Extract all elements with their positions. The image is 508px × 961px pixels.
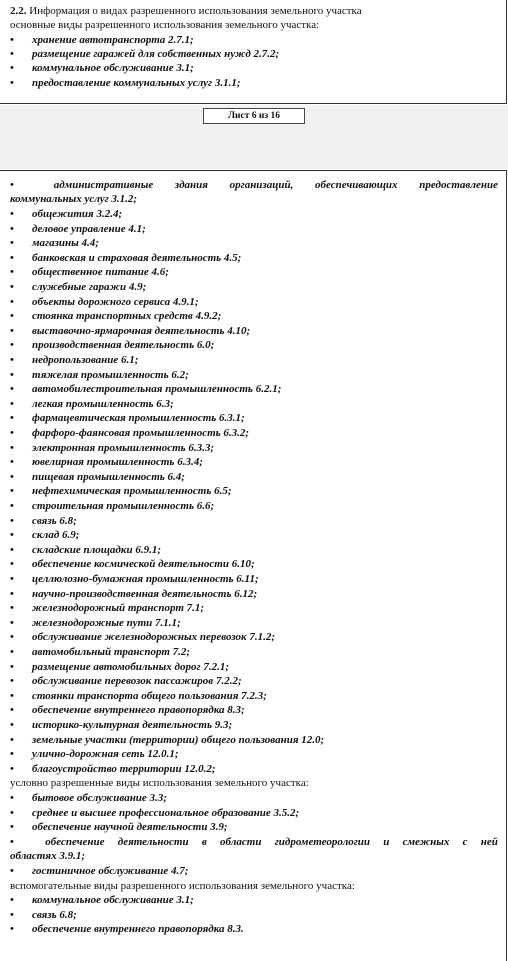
bullet: • bbox=[10, 324, 14, 337]
list-item bbox=[10, 368, 189, 382]
bullet: • bbox=[10, 762, 14, 775]
list-item bbox=[10, 747, 179, 761]
list-item-text: размещение автомобильных дорог 7.2.1; bbox=[32, 660, 229, 673]
list-item bbox=[10, 543, 161, 557]
list-item bbox=[10, 528, 79, 542]
bullet: • bbox=[10, 529, 14, 542]
list-item bbox=[10, 324, 250, 338]
word: здания bbox=[174, 179, 208, 191]
list-item bbox=[10, 718, 232, 732]
list-item bbox=[10, 514, 77, 528]
bullet: • bbox=[10, 339, 14, 352]
list-item-text: бытовое обслуживание 3.3; bbox=[32, 792, 167, 804]
list-item bbox=[10, 207, 122, 221]
bullet: • bbox=[10, 441, 14, 454]
bullet: • bbox=[10, 543, 14, 556]
bullet: • bbox=[10, 908, 14, 921]
list-item bbox=[10, 572, 259, 586]
list-item-text: пищевая промышленность 6.4; bbox=[32, 470, 185, 483]
word: с bbox=[462, 835, 468, 848]
list-item bbox=[10, 645, 190, 659]
page-bottom bbox=[0, 170, 507, 961]
list-item-text: коммунальное обслуживание 3.1; bbox=[32, 894, 194, 907]
bullet: • bbox=[10, 587, 14, 600]
list-item-text: магазины 4.4; bbox=[32, 237, 99, 250]
list-item bbox=[10, 382, 281, 396]
list-item bbox=[10, 630, 275, 644]
bullet: • bbox=[10, 295, 14, 308]
bullet: • bbox=[10, 179, 14, 191]
list-item bbox=[10, 353, 138, 367]
word: и bbox=[383, 835, 390, 848]
list-item bbox=[10, 806, 299, 820]
bullet: • bbox=[10, 792, 14, 804]
list-item-text: историко-культурная деятельность 9.3; bbox=[32, 719, 233, 731]
bullet: • bbox=[10, 660, 14, 673]
list-item-text: банковская и страховая деятельность 4.5; bbox=[32, 251, 242, 264]
list-item bbox=[10, 703, 245, 717]
bullet: • bbox=[10, 500, 14, 512]
list-item-text: выставочно-ярмарочная деятельность 4.10; bbox=[32, 324, 251, 337]
list-item-text: стоянка транспортных средств 4.9.2; bbox=[32, 310, 222, 323]
list-item bbox=[10, 616, 181, 630]
bullet: • bbox=[10, 354, 14, 366]
list-item-continuation: областях 3.9.1; bbox=[10, 850, 86, 863]
section-heading bbox=[10, 4, 362, 18]
list-item bbox=[10, 893, 194, 907]
list-item bbox=[10, 922, 244, 936]
word: административные bbox=[53, 179, 154, 191]
bullet: • bbox=[10, 456, 14, 469]
list-item-text: автомобильный транспорт 7.2; bbox=[32, 646, 191, 658]
list-item bbox=[10, 762, 216, 776]
list-item-text: строительная промышленность 6.6; bbox=[32, 500, 215, 512]
main-uses-heading: основные виды разрешенного использования земельного участка: bbox=[10, 19, 320, 31]
list-item bbox=[10, 791, 167, 805]
list-item bbox=[10, 601, 204, 615]
list-item bbox=[10, 222, 146, 236]
page-top bbox=[0, 0, 507, 104]
list-item-text: деловое управление 4.1; bbox=[32, 222, 146, 235]
bullet: • bbox=[10, 485, 14, 498]
list-item-text: фарфоро-фаянсовая промышленность 6.3.2; bbox=[32, 427, 250, 439]
justified-row bbox=[10, 178, 498, 192]
list-item bbox=[10, 835, 498, 849]
bullet: • bbox=[10, 835, 14, 848]
list-item-text: среднее и высшее профессиональное образование 3.5.2; bbox=[32, 806, 300, 819]
word: деятельности bbox=[117, 835, 189, 848]
list-item-text: обеспечение внутреннего правопорядка 8.3. bbox=[32, 923, 244, 936]
list-item bbox=[10, 908, 77, 922]
list-item-text: общественное питание 4.6; bbox=[32, 266, 169, 279]
list-item-text: обеспечение внутреннего правопорядка 8.3; bbox=[32, 704, 245, 717]
bullet: • bbox=[10, 266, 14, 279]
list-item bbox=[10, 178, 498, 192]
list-item bbox=[10, 236, 99, 250]
list-item bbox=[10, 733, 324, 747]
bullet: • bbox=[10, 310, 14, 323]
word: предоставление bbox=[419, 179, 498, 191]
bullet: • bbox=[10, 470, 14, 483]
list-item-text: автомобилестроительная промышленность 6.2.1; bbox=[32, 383, 282, 396]
list-item bbox=[10, 587, 257, 601]
list-item: • хранение автотранспорта 2.7.1; bbox=[10, 34, 194, 46]
sheet-number-label: Лист 6 из 16 bbox=[203, 108, 305, 124]
list-item bbox=[10, 295, 199, 309]
list-item-text: целлюлозно-бумажная промышленность 6.11; bbox=[32, 573, 259, 585]
word: гидрометеорологии bbox=[274, 835, 371, 848]
list-item bbox=[10, 820, 228, 834]
list-item-text: склад 6.9; bbox=[32, 529, 80, 542]
list-item-text: общежития 3.2.4; bbox=[32, 208, 123, 220]
list-item-text: объекты дорожного сервиса 4.9.1; bbox=[32, 295, 199, 308]
list-item bbox=[10, 309, 221, 323]
list-item-text: обеспечение научной деятельности 3.9; bbox=[32, 821, 228, 834]
list-item-continuation: коммунальных услуг 3.1.2; bbox=[10, 193, 138, 205]
bullet: • bbox=[10, 514, 14, 527]
word: обеспечивающих bbox=[315, 179, 398, 191]
list-item-text: благоустройство территории 12.0.2; bbox=[32, 762, 216, 775]
list-item bbox=[10, 674, 242, 688]
list-item: • предоставление коммунальных услуг 3.1.1; bbox=[10, 77, 241, 89]
list-item bbox=[10, 689, 267, 703]
list-item bbox=[10, 280, 146, 294]
list-item-text: связь 6.8; bbox=[32, 908, 77, 921]
list-item-text: железнодорожные пути 7.1.1; bbox=[32, 616, 181, 629]
bullet: • bbox=[10, 368, 14, 381]
list-item-text: стоянки транспорта общего пользования 7.2.3; bbox=[32, 689, 267, 702]
list-item bbox=[10, 455, 203, 469]
bullet: • bbox=[10, 675, 14, 688]
list-item bbox=[10, 251, 241, 265]
bullet: • bbox=[10, 894, 14, 907]
bullet: • bbox=[10, 616, 14, 629]
list-item: • размещение гаражей для собственных нужд 2.7.2; bbox=[10, 48, 280, 60]
bullet: • bbox=[10, 558, 14, 571]
bullet: • bbox=[10, 631, 14, 644]
bullet: • bbox=[10, 602, 14, 615]
list-item: • гостиничное обслуживание 4.7; bbox=[10, 865, 189, 877]
bullet: • bbox=[10, 748, 14, 761]
list-item-text: легкая промышленность 6.3; bbox=[32, 397, 174, 410]
bullet: • bbox=[10, 733, 14, 746]
list-item bbox=[10, 411, 245, 425]
bullet: • bbox=[10, 222, 14, 235]
list-item bbox=[10, 484, 232, 498]
bullet: • bbox=[10, 427, 14, 439]
bullet: • bbox=[10, 251, 14, 264]
bullet: • bbox=[10, 646, 14, 658]
list-item bbox=[10, 338, 214, 352]
list-item-text: электронная промышленность 6.3.3; bbox=[32, 441, 215, 454]
list-item bbox=[10, 441, 214, 455]
list-item bbox=[10, 557, 255, 571]
bullet: • bbox=[10, 719, 14, 731]
list-item-text: фармацевтическая промышленность 6.3.1; bbox=[32, 412, 245, 425]
list-item-text: обеспечение космической деятельности 6.10; bbox=[32, 558, 255, 571]
list-item-text: обслуживание перевозок пассажиров 7.2.2; bbox=[32, 675, 242, 688]
justified-row bbox=[10, 835, 498, 849]
section-number: 2.2. bbox=[10, 5, 27, 17]
word: ней bbox=[480, 835, 498, 848]
conditional-uses-heading: условно разрешенные виды использования земельного участка: bbox=[10, 777, 309, 790]
bullet: • bbox=[10, 689, 14, 702]
list-item-text: научно-производственная деятельность 6.12; bbox=[32, 587, 258, 600]
list-item bbox=[10, 397, 174, 411]
list-item bbox=[10, 499, 214, 513]
bullet: • bbox=[10, 397, 14, 410]
list-item-text: тяжелая промышленность 6.2; bbox=[32, 368, 189, 381]
word: организаций, bbox=[229, 179, 294, 191]
bullet: • bbox=[10, 383, 14, 396]
bullet: • bbox=[10, 281, 14, 293]
list-item-text: складские площадки 6.9.1; bbox=[32, 543, 161, 556]
bullet: • bbox=[10, 412, 14, 425]
word: смежных bbox=[402, 835, 450, 848]
bullet: • bbox=[10, 573, 14, 585]
list-item bbox=[10, 265, 169, 279]
bullet: • bbox=[10, 923, 14, 936]
word: области bbox=[220, 835, 262, 848]
list-item bbox=[10, 426, 249, 440]
bullet: • bbox=[10, 806, 14, 819]
list-item-text: обслуживание железнодорожных перевозок 7.1.2; bbox=[32, 631, 275, 644]
word: обеспечение bbox=[45, 835, 105, 848]
list-item bbox=[10, 660, 229, 674]
bullet: • bbox=[10, 704, 14, 717]
list-item-text: ювелирная промышленность 6.3.4; bbox=[32, 456, 203, 469]
list-item: • коммунальное обслуживание 3.1; bbox=[10, 62, 194, 74]
list-item-text: связь 6.8; bbox=[32, 514, 77, 527]
list-item-text: недропользование 6.1; bbox=[32, 354, 139, 366]
list-item-text: нефтехимическая промышленность 6.5; bbox=[32, 485, 232, 498]
bullet: • bbox=[10, 237, 14, 250]
list-item-text: производственная деятельность 6.0; bbox=[32, 339, 215, 352]
bullet: • bbox=[10, 821, 14, 834]
list-item-text: земельные участки (территории) общего пользования 12.0; bbox=[32, 733, 325, 746]
bullet: • bbox=[10, 208, 14, 220]
auxiliary-uses-heading: вспомогательные виды разрешенного использования земельного участка: bbox=[10, 879, 355, 892]
list-item bbox=[10, 470, 185, 484]
list-item-text: улично-дорожная сеть 12.0.1; bbox=[32, 748, 179, 761]
section-title: Информация о видах разрешенного использования земельного участка bbox=[29, 5, 362, 17]
word: в bbox=[201, 835, 207, 848]
list-item-text: служебные гаражи 4.9; bbox=[32, 281, 147, 293]
list-item-text: железнодорожный транспорт 7.1; bbox=[32, 602, 205, 615]
